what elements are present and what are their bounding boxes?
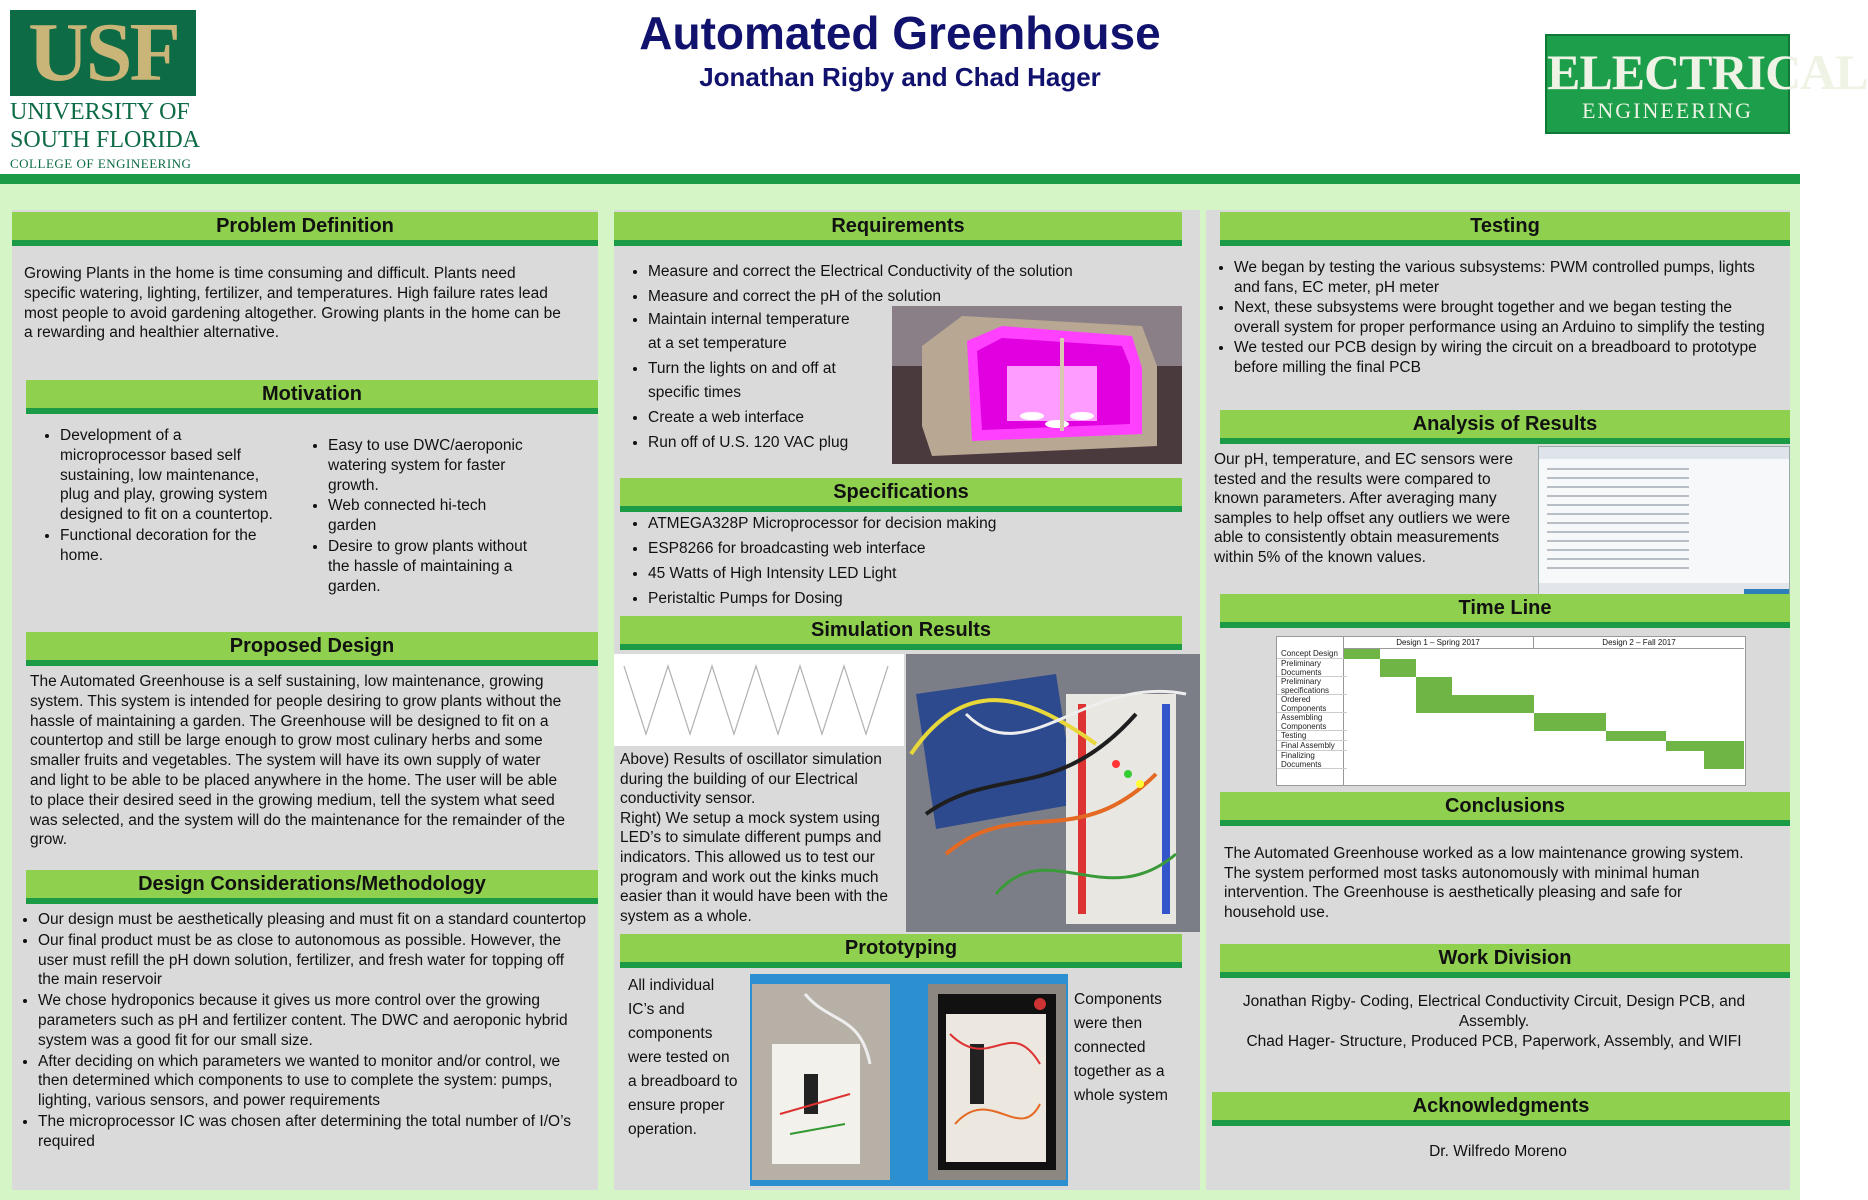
prototyping-heading: Prototyping: [620, 934, 1182, 968]
mock-system-photo: [906, 654, 1200, 932]
ee-logo-line1: ELECTRICAL: [1547, 44, 1868, 100]
usf-logo: [10, 6, 201, 172]
gantt-bar: [1416, 695, 1534, 713]
design-consideration-item: • Our final product must be as close to autonomous as possible. However, the user must refill the pH down solution, fertilizer, and fresh water for topping off the main reservoir: [38, 931, 586, 990]
gantt-bar: [1704, 741, 1744, 769]
design-consideration-item: • The microprocessor IC was chosen after determining the total number of I/O’s required: [38, 1112, 586, 1152]
testing-item: • We tested our PCB design by wiring the circuit on a breadboard to prototype before milling the final PCB: [1234, 338, 1776, 377]
column-middle: [614, 210, 1200, 1190]
design-considerations-heading: Design Considerations/Methodology: [26, 870, 598, 904]
motivation-right-list: [306, 436, 536, 597]
acknowledgments-text: Dr. Wilfredo Moreno: [1429, 1143, 1567, 1160]
proposed-design-text: The Automated Greenhouse is a self sustaining, low maintenance, growing system. This system is intended for people desiring to grow plants without the hassle of maintaining a garden. The Greenhouse will be designed to fit on a countertop and still be large enough to grow most culinary herbs and some smaller fruits and vegetables. The system will have its own supply of water and light to be able to be placed anywhere in the home. The user will be able to place their desired seed in the growing medium, tell the system what seed was selected, and the system will do the maintenance for the remainder of the grow.: [30, 673, 566, 849]
specification-item: • ATMEGA328P Microprocessor for decision making: [648, 512, 1186, 536]
usf-logo-name-line2: SOUTH FLORIDA: [10, 127, 201, 153]
gantt-row-label: Testing: [1277, 731, 1347, 741]
oscillator-waveform: [614, 654, 904, 746]
poster-title: Automated Greenhouse: [639, 7, 1161, 59]
greenhouse-photo: [892, 306, 1182, 464]
specification-item: • Peristaltic Pumps for Dosing: [648, 587, 1186, 611]
serial-monitor-image: [1539, 447, 1789, 595]
motivation-left-list: [38, 426, 278, 567]
requirements-list-bottom: [626, 308, 866, 456]
work-division-line1: Jonathan Rigby- Coding, Electrical Conductivity Circuit, Design PCB, and Assembly.: [1242, 993, 1746, 1030]
motivation-item: • Functional decoration for the home.: [60, 526, 278, 566]
gantt-bar: [1416, 677, 1452, 695]
gantt-bar: [1606, 731, 1666, 741]
prototyping-left-text: All individual IC’s and components were tested on a breadboard to ensure proper operation.: [628, 977, 738, 1138]
usf-logo-letters: USF: [10, 10, 196, 96]
specifications-heading: Specifications: [620, 478, 1182, 512]
gantt-row-label: Preliminary specifications: [1277, 677, 1347, 695]
simulation-text: Above) Results of oscillator simulation during the building of our Electrical conductivity sensor. Right) We setup a mock system using LED’s to simulate different pumps and indicators. This allowed us to test our program and work out the kinks much easier than it would have been with the system as a whole.: [620, 751, 888, 925]
design-consideration-item: • We chose hydroponics because it gives us more control over the growing parameters such as pH and fertilizer content. The DWC and aeroponic hybrid system was a good fit for our small size.: [38, 991, 586, 1050]
usf-logo-name-line1: UNIVERSITY OF: [10, 99, 190, 125]
column-right: [1206, 210, 1790, 1190]
ee-logo-line2: ENGINEERING: [1581, 98, 1754, 123]
proposed-design-heading: Proposed Design: [26, 632, 598, 666]
requirements-list-top: [626, 260, 1186, 310]
serial-monitor-screenshot: [1538, 446, 1790, 596]
gantt-row-label: Assembling Components: [1277, 713, 1347, 731]
requirement-item: • Turn the lights on and off at specific times: [648, 357, 866, 405]
requirement-item: • Run off of U.S. 120 VAC plug: [648, 431, 866, 455]
timeline-heading: Time Line: [1220, 594, 1790, 628]
gantt-row-label: Finalizing Documents: [1277, 751, 1347, 769]
gantt-bar: [1380, 659, 1416, 677]
poster-header: [0, 0, 1868, 175]
design-consideration-item: • After deciding on which parameters we wanted to monitor and/or control, we then determined which components to use to complete the system: pumps, lighting, various sensors, and power requirements: [38, 1052, 586, 1111]
gantt-bar: [1534, 713, 1606, 731]
requirement-item: • Maintain internal temperature at a set temperature: [648, 308, 866, 356]
testing-item: • We began by testing the various subsystems: PWM controlled pumps, lights and fans, EC meter, pH meter: [1234, 258, 1776, 297]
testing-heading: Testing: [1220, 212, 1790, 246]
specification-item: • 45 Watts of High Intensity LED Light: [648, 562, 1186, 586]
design-consideration-item: • Our design must be aesthetically pleasing and must fit on a standard countertop: [38, 910, 586, 930]
motivation-item: • Easy to use DWC/aeroponic watering system for faster growth.: [328, 436, 536, 495]
timeline-gantt-chart: [1276, 636, 1746, 786]
design-considerations-list: [18, 910, 586, 1153]
gantt-row-label: Concept Design: [1277, 649, 1347, 659]
motivation-item: • Development of a microprocessor based self sustaining, low maintenance, plug and play, growing system designed to fit on a countertop.: [60, 426, 278, 525]
electrical-engineering-logo: [1545, 34, 1868, 134]
testing-item: • Next, these subsystems were brought together and we began testing the overall system for proper performance using an Arduino to simplify the testing: [1234, 298, 1776, 337]
specifications-list: [626, 512, 1186, 612]
acknowledgments-heading: Acknowledgments: [1212, 1092, 1790, 1126]
specification-item: • ESP8266 for broadcasting web interface: [648, 537, 1186, 561]
gantt-row-label: Final Assembly: [1277, 741, 1347, 751]
conclusions-heading: Conclusions: [1220, 792, 1790, 826]
gantt-row-label: Preliminary Documents: [1277, 659, 1347, 677]
breadboard-images: [750, 974, 1068, 1186]
oscillator-simulation-plot: [614, 654, 904, 746]
requirement-item: • Measure and correct the pH of the solution: [648, 285, 1186, 309]
work-division-heading: Work Division: [1220, 944, 1790, 978]
prototyping-photos: [750, 974, 1068, 1186]
requirements-heading: Requirements: [614, 212, 1182, 246]
usf-logo-college: COLLEGE OF ENGINEERING: [10, 156, 192, 171]
gantt-bar: [1344, 649, 1380, 659]
conclusions-text: The Automated Greenhouse worked as a low maintenance growing system. The system performed most tasks autonomously with minimal human intervention. The Greenhouse is aesthetically pleasing and safe for household use.: [1224, 845, 1744, 921]
gantt-row-label: Ordered Components: [1277, 695, 1347, 713]
header-divider: [0, 174, 1800, 184]
work-division-line2: Chad Hager- Structure, Produced PCB, Paperwork, Assembly, and WIFI: [1246, 1033, 1742, 1050]
greenhouse-photo-image: [892, 306, 1182, 464]
requirement-item: • Create a web interface: [648, 406, 866, 430]
column-left: [12, 210, 598, 1190]
poster-authors: Jonathan Rigby and Chad Hager: [699, 62, 1101, 92]
motivation-item: • Web connected hi-tech garden: [328, 496, 536, 536]
prototyping-right-text: Components were then connected together as a whole system: [1074, 991, 1168, 1104]
mock-system-image: [906, 654, 1200, 932]
gantt-column-fall: Design 2 – Fall 2017: [1534, 637, 1744, 649]
gantt-column-spring: Design 1 – Spring 2017: [1343, 637, 1534, 649]
requirement-item: • Measure and correct the Electrical Conductivity of the solution: [648, 260, 1186, 284]
problem-definition-heading: Problem Definition: [12, 212, 598, 246]
simulation-heading: Simulation Results: [620, 616, 1182, 650]
motivation-heading: Motivation: [26, 380, 598, 414]
motivation-item: • Desire to grow plants without the hassle of maintaining a garden.: [328, 537, 536, 596]
analysis-heading: Analysis of Results: [1220, 410, 1790, 444]
gantt-bar: [1666, 741, 1704, 751]
testing-list: [1216, 258, 1776, 379]
analysis-text: Our pH, temperature, and EC sensors were tested and the results were compared to known parameters. After averaging many samples to help offset any outliers we were able to consistently obtain measurements within 5% of the known values.: [1214, 451, 1513, 566]
problem-definition-text: Growing Plants in the home is time consuming and difficult. Plants need specific watering, lighting, fertilizer, and temperatures. High failure rates lead most people to avoid gardening altogether. Growing plants in the home can be a rewarding and healthier alternative.: [24, 265, 561, 342]
